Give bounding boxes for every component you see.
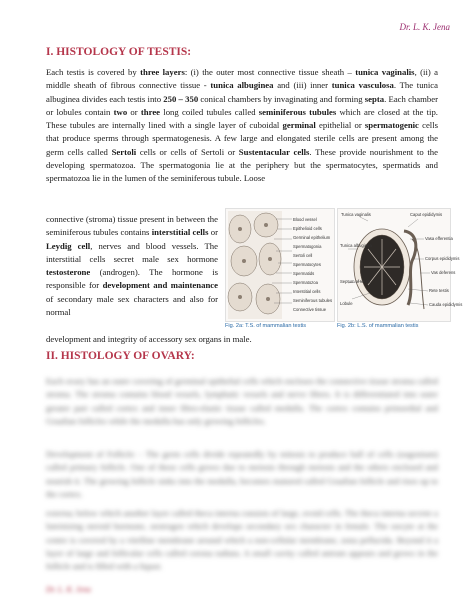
- bold-term: testosterone: [46, 267, 91, 278]
- figure-label: Epithelioid cells: [293, 226, 322, 231]
- testis-paragraph-1: [46, 66, 438, 186]
- figure-label: Septum of testis: [340, 279, 371, 284]
- text-run: : (i) the outer most connective tissue sheath –: [184, 67, 356, 77]
- figure-label: Seminiferous tubules: [293, 298, 333, 303]
- figure-label: Spermatocytes: [293, 262, 321, 267]
- text-run: connective (stroma) tissue present in between the seminiferous tubules contains: [46, 214, 218, 238]
- text-run: and (iii) inner: [273, 80, 332, 91]
- bold-term: three layers: [140, 67, 185, 77]
- figure-label: Spermatids: [293, 271, 315, 276]
- bold-term: tunica vasculosa: [331, 80, 394, 91]
- text-run: epithelial or: [315, 120, 365, 131]
- figure-label: Spermatozoa: [293, 280, 318, 285]
- ovary-paragraph-3-blurred: externa; below which another layer called theca interna consists of large, ovoid cells. The theca interna secrete a luteinizing steroid hormone, oestrogen which develops secondary sex character in female. The oocyte at the centre is covered by a vitelline membrane around which a non-cellular membrane, zona pellucida. Beyond it a layer of large and follicular cells called corona radiata. A small cavity called antrum appears and grows in the follicle and is filled with a liquor.: [46, 508, 438, 572]
- bold-term: Sertoli: [111, 146, 137, 157]
- figure-label: Tunica albuginea: [340, 243, 372, 248]
- figure-label: Sertoli cell: [293, 253, 313, 258]
- bold-term: Leydig cell: [46, 240, 91, 251]
- text-run: . Each chamber or lobules contain: [46, 93, 439, 117]
- figure-ls-testis: [337, 208, 463, 322]
- text-run: . The tunica albuginea divides each testis into: [46, 80, 439, 104]
- bold-term: interstitial cells: [151, 227, 209, 238]
- text-run: Each testis is covered by: [46, 67, 141, 77]
- bold-term: two: [113, 106, 128, 117]
- figure-label: Lobule: [340, 301, 353, 306]
- bold-term: development and maintenance: [102, 280, 219, 291]
- bold-term: septa: [364, 93, 385, 104]
- section-title-ovary: II. HISTOLOGY OF OVARY:: [46, 350, 195, 362]
- bold-term: seminiferous tubules: [258, 106, 337, 117]
- figure-label: Blood vessel: [293, 217, 317, 222]
- bold-term: Sustentacular cells: [238, 146, 310, 157]
- text-run: or: [127, 106, 141, 117]
- figure-label: Interstitial cells: [293, 289, 321, 294]
- text-run: . These provide nourishment to the developing spermatozoa. The spermatogonia lie at the periphery but the spermatocytes, spermatids and spermatozoa lie in the lumen of the seminiferous tubule. Loose: [46, 146, 438, 184]
- text-run: long coiled tubules called: [160, 106, 259, 117]
- figure-label: Spermatogonia: [293, 244, 322, 249]
- bold-term: three: [140, 106, 161, 117]
- bold-term: 250 – 350: [163, 93, 199, 104]
- page-footer-author: Dr. L. K. Jena: [46, 585, 91, 594]
- testis-paragraph-2: [46, 213, 218, 319]
- text-run: of secondary male sex characters and also for normal: [46, 293, 218, 318]
- text-run: , nerves and blood vessels. The interstitial cells secret male sex hormone: [46, 240, 218, 264]
- figure-label: Cauda epididymis: [429, 302, 463, 307]
- figure-label: Vas deferens: [431, 270, 456, 275]
- bold-term: tunica albuginea: [210, 80, 274, 91]
- page-header-author: Dr. L. K. Jena: [399, 22, 450, 32]
- figure-label: Caput epididymis: [410, 212, 443, 217]
- figure-caption-ts: Fig. 2a: T.S. of mammalian testis: [225, 323, 307, 329]
- text-run: cells or cells of Sertoli or: [136, 146, 239, 157]
- bold-term: spermatogenic: [364, 120, 419, 131]
- figure-ts-testis: [225, 208, 335, 322]
- figure-caption-ls: Fig. 2b: L.S. of mammalian testis: [337, 323, 419, 329]
- figure-label: Connective tissue: [293, 307, 327, 312]
- text-run: (androgen). The hormone is responsible for: [46, 267, 218, 291]
- text-run: or: [208, 227, 218, 238]
- text-run: cells that produce sperms through spermatogenesis. A few large and elongated sterile cells are present among the germ cells called: [46, 120, 439, 157]
- figure-label: Vasa efferentia: [425, 236, 453, 241]
- text-run: , (ii) a middle sheath of fibrous connective tissue -: [46, 67, 438, 91]
- text-run: which are closed at the tip. These tubules are internally lined with a single layer of cuboidal: [46, 106, 438, 131]
- text-run: development and integrity of accessory sex organs in male.: [46, 334, 252, 344]
- testis-paragraph-3: [46, 333, 438, 346]
- ovary-paragraph-2-blurred: Development of Follicle: - The germ cells divide repeatedly by mitosis to produce ball of cells (oogonium) called primary follicle. One of these cells grows due to meiosis through meiosis and the others enclosed and nourish it. The growing follicle sinks into the medulla, becomes matured called Graafian follicle and rises up to the cortex.: [46, 449, 438, 499]
- section-title-testis: I. HISTOLOGY OF TESTIS:: [46, 46, 192, 58]
- bold-term: germinal: [282, 120, 316, 131]
- ovary-paragraph-1-blurred: Each ovary has an outer covering of germinal epithelial cells which encloses the connective tissue stroma called stroma. The stroma contains blood vessels, lymphatic vessels and nerve fibres. It is differentiated into outer greater part called cortex and inner fibro-elastic tissue called medulla. The cortex contains primordial and Graafian follicles while the medulla has only growing follicles.: [46, 376, 438, 426]
- figure-label: Tunica vaginalis: [341, 212, 371, 217]
- figure-label: Germinal epithelium: [293, 235, 331, 240]
- bold-term: tunica vaginalis: [355, 67, 415, 77]
- figure-label: Corpus epididymis: [425, 256, 460, 261]
- text-run: conical chambers by invaginating and forming: [198, 93, 365, 104]
- figure-label: Rete testis: [429, 288, 449, 293]
